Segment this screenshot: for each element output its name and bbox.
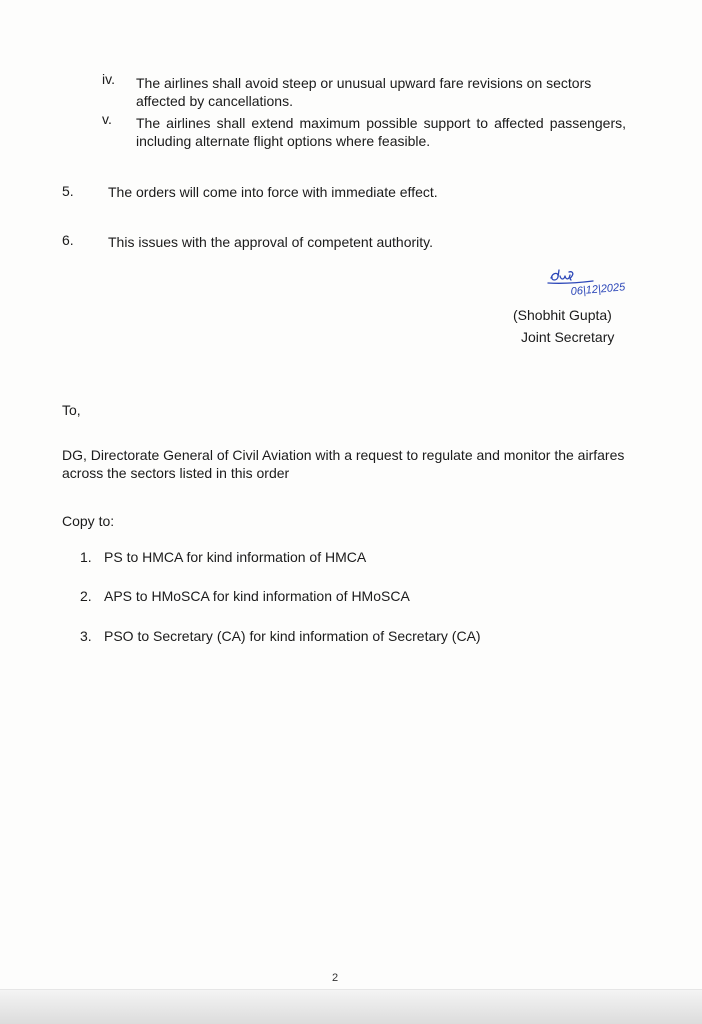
- paragraph-number-5: 5.: [62, 183, 74, 199]
- paragraph-number-6: 6.: [62, 232, 74, 248]
- sub-item-marker-v: v.: [102, 111, 112, 127]
- sub-item-text-iv: The airlines shall avoid steep or unusual upward fare revisions on sectors affected by cancellations.: [136, 75, 592, 109]
- sub-item-marker-iv: iv.: [102, 71, 115, 87]
- copy-to-item-1: PS to HMCA for kind information of HMCA: [104, 549, 367, 565]
- copy-to-number-3: 3.: [80, 628, 92, 644]
- sub-item-text-v: The airlines shall extend maximum possible support to affected passengers, including alternate flight options where feasible.: [136, 115, 626, 149]
- copy-to-item-3: PSO to Secretary (CA) for kind information of Secretary (CA): [104, 628, 481, 644]
- copy-to-number-1: 1.: [80, 549, 92, 565]
- copy-to-number-2: 2.: [80, 588, 92, 604]
- paragraph-text-6: This issues with the approval of competent authority.: [108, 234, 434, 250]
- paragraph-text-5: The orders will come into force with immediate effect.: [108, 184, 438, 200]
- addressee: DG, Directorate General of Civil Aviation with a request to regulate and monitor the airfares across the sectors listed in this order: [62, 447, 625, 481]
- copy-to-item-2: APS to HMoSCA for kind information of HMoSCA: [104, 588, 410, 604]
- signature-date: 06|12|2025: [570, 281, 626, 298]
- to-label: To,: [62, 402, 81, 418]
- signatory-title: Joint Secretary: [521, 329, 615, 345]
- signatory-name: (Shobhit Gupta): [513, 307, 612, 323]
- page-number: 2: [331, 972, 339, 984]
- copy-to-label: Copy to:: [62, 513, 115, 529]
- handwritten-signature: [545, 268, 655, 308]
